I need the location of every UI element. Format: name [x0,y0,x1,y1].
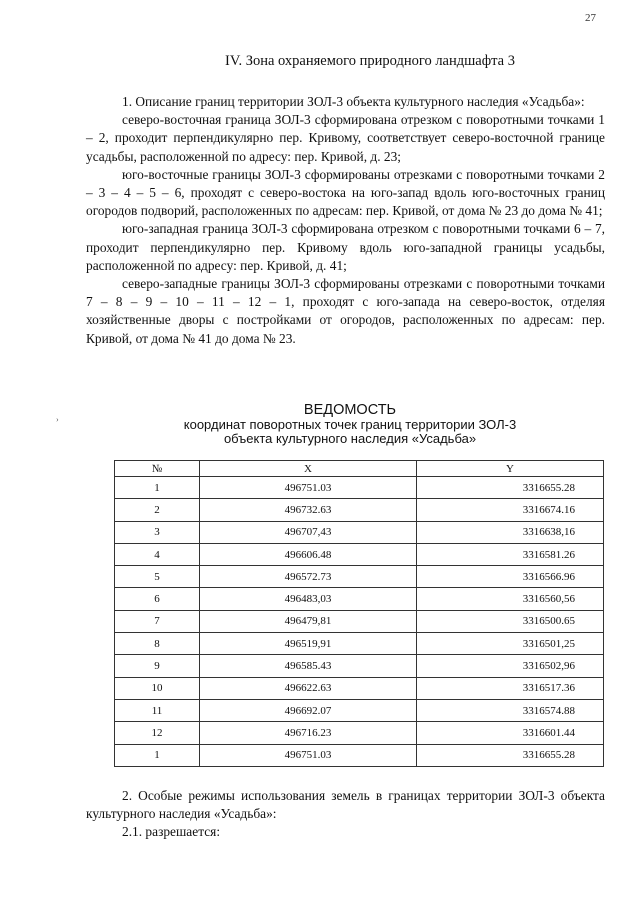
cell-y: 3316560,56 [417,588,604,610]
paragraph-northeast: северо-восточная граница ЗОЛ-3 сформирована отрезком с поворотными точками 1 – 2, проходит перпендикулярно пер. Кривому, соответствует северо-восточной границе усадьбы, расположенной по адресу: пер. Кривой, д. 23; [86,112,605,164]
cell-x: 496716.23 [200,722,417,744]
table-subtitle-line-1: координат поворотных точек границ территории ЗОЛ-3 [183,417,517,432]
cell-x: 496585.43 [200,655,417,677]
cell-number: 8 [115,633,200,655]
header-number: № [115,461,200,477]
table-row [115,588,604,610]
cell-x: 496519,91 [200,633,417,655]
cell-y: 3316581.26 [417,543,604,565]
header-x: X [200,461,417,477]
cell-y: 3316500.65 [417,610,604,632]
paragraph-southwest: юго-западная граница ЗОЛ-3 сформирована отрезком с поворотными точками 6 – 7, проходит перпендикулярно пер. Кривому вдоль юго-западной границы усадьбы, расположенной по адресу: пер. Кривой, д. 41; [86,221,605,273]
cell-x: 496606.48 [200,543,417,565]
table-row [115,610,604,632]
table-header-row [115,461,604,477]
cell-y: 3316674.16 [417,499,604,521]
cell-number: 1 [115,744,200,766]
cell-y: 3316655.28 [417,744,604,766]
cell-x: 496483,03 [200,588,417,610]
cell-number: 5 [115,566,200,588]
margin-mark: › [56,415,59,424]
table-row [115,744,604,766]
cell-x: 496572.73 [200,566,417,588]
cell-x: 496732.63 [200,499,417,521]
cell-x: 496707,43 [200,521,417,543]
table-row [115,699,604,721]
table-row [115,477,604,499]
cell-y: 3316502,96 [417,655,604,677]
cell-y: 3316601.44 [417,722,604,744]
cell-number: 10 [115,677,200,699]
table-row [115,543,604,565]
cell-number: 2 [115,499,200,521]
paragraph-intro: 1. Описание границ территории ЗОЛ-3 объекта культурного наследия «Усадьба»: [122,94,585,109]
cell-x: 496622.63 [200,677,417,699]
boundary-description [86,93,605,348]
header-y: Y [417,461,604,477]
cell-number: 12 [115,722,200,744]
cell-number: 6 [115,588,200,610]
table-body [115,477,604,767]
table-subtitle-line-2: объекта культурного наследия «Усадьба» [223,430,477,446]
table-row [115,677,604,699]
page-number: 27 [585,12,596,24]
cell-number: 1 [115,477,200,499]
cell-x: 496751.03 [200,477,417,499]
table-row [115,566,604,588]
cell-y: 3316517.36 [417,677,604,699]
cell-y: 3316574.88 [417,699,604,721]
table-title: ВЕДОМОСТЬ [303,402,397,418]
section-title: IV. Зона охраняемого природного ландшафта 3 [225,53,515,69]
cell-y: 3316638,16 [417,521,604,543]
paragraph-allowed: 2.1. разрешается: [122,824,221,840]
cell-number: 11 [115,699,200,721]
cell-number: 3 [115,521,200,543]
paragraph-land-use: 2. Особые режимы использования земель в границах территории ЗОЛ-3 объекта культурного наследия «Усадьба»: [86,788,605,822]
cell-x: 496479,81 [200,610,417,632]
table-row [115,633,604,655]
cell-y: 3316655.28 [417,477,604,499]
table-row [115,722,604,744]
land-use-section [86,787,605,842]
cell-y: 3316566.96 [417,566,604,588]
table-row [115,521,604,543]
coordinates-table [114,460,604,767]
table-row [115,655,604,677]
cell-x: 496692.07 [200,699,417,721]
paragraph-southeast: юго-восточные границы ЗОЛ-3 сформированы отрезками с поворотными точками 2 – 3 – 4 – 5 – 6, проходят с северо-востока на юго-запад вдоль юго-восточных границ огородов подворий, расположенных по адресам: пер. Кривой, от дома № 23 до дома № 41; [86,166,605,219]
cell-number: 7 [115,610,200,632]
cell-x: 496751.03 [200,744,417,766]
cell-y: 3316501,25 [417,633,604,655]
table-heading [90,403,610,445]
table-row [115,499,604,521]
cell-number: 4 [115,543,200,565]
cell-number: 9 [115,655,200,677]
paragraph-northwest: северо-западные границы ЗОЛ-3 сформированы отрезками с поворотными точками 7 – 8 – 9 – 10 – 11 – 12 – 1, проходят с юго-запада на северо-восток, отделяя хозяйственные дворы с постройками от огородов, расположенных по адресам: пер. Кривой, от дома № 41 до дома № 23. [86,276,605,346]
